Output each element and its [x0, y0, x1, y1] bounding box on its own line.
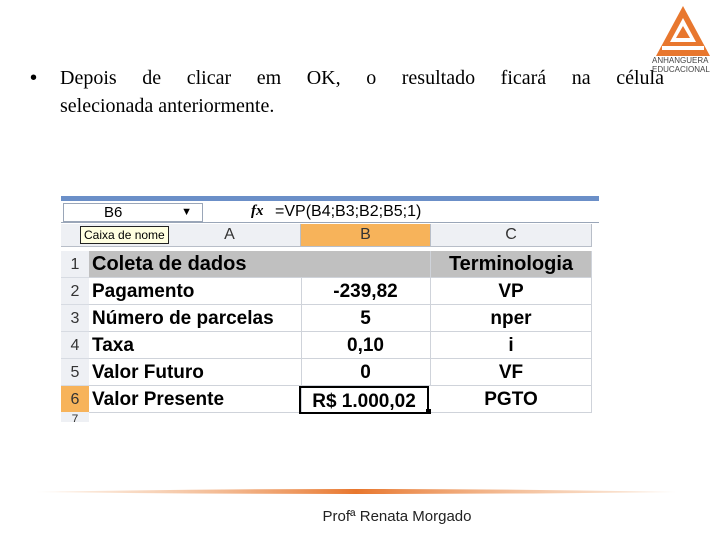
- row-number[interactable]: 7: [61, 412, 89, 422]
- cell-c2[interactable]: VP: [431, 278, 592, 305]
- table-row: [61, 386, 599, 413]
- bullet-word: OK,: [306, 67, 341, 89]
- cell-a1[interactable]: Coleta de dados: [89, 251, 302, 278]
- table-row: [61, 332, 599, 359]
- logo-text-line-1: ANHANGUERA: [652, 56, 709, 65]
- cell-a5[interactable]: Valor Futuro: [89, 359, 302, 386]
- column-header-label: A: [224, 226, 235, 243]
- bullet-word: célula: [616, 67, 664, 89]
- table-row: [61, 359, 599, 386]
- bullet-word: resultado: [401, 67, 476, 89]
- row-number[interactable]: 2: [61, 278, 89, 305]
- footer-author: Profª Renata Morgado: [322, 508, 472, 525]
- cell-c3[interactable]: nper: [431, 305, 592, 332]
- name-box[interactable]: [63, 203, 203, 222]
- table-row: [61, 278, 599, 305]
- cell-b1[interactable]: [301, 251, 431, 278]
- function-icon[interactable]: fx: [251, 203, 264, 219]
- formula-input[interactable]: =VP(B4;B3;B2;B5;1): [275, 203, 422, 220]
- logo-text-line-2: EDUCACIONAL: [652, 65, 710, 74]
- row-number[interactable]: 6: [61, 386, 89, 413]
- cell-b5[interactable]: 0: [301, 359, 431, 386]
- bullet-marker: •: [30, 67, 38, 89]
- excel-screenshot: [61, 196, 599, 422]
- cell-b3[interactable]: 5: [301, 305, 431, 332]
- name-box-value: B6: [104, 204, 123, 221]
- cell-b6-selected[interactable]: R$ 1.000,02: [299, 386, 429, 414]
- bullet-word: o: [366, 67, 377, 89]
- row-number[interactable]: 1: [61, 251, 89, 278]
- cell-a6[interactable]: Valor Presente: [89, 386, 302, 413]
- bullet-word: de: [142, 67, 162, 89]
- cell-c1[interactable]: Terminologia: [431, 251, 592, 278]
- cell-c5[interactable]: VF: [431, 359, 592, 386]
- bullet-word: ficará: [500, 67, 547, 89]
- cell-a3[interactable]: Número de parcelas: [89, 305, 302, 332]
- column-header-b[interactable]: B: [301, 224, 431, 247]
- cell-a4[interactable]: Taxa: [89, 332, 302, 359]
- row-number[interactable]: 5: [61, 359, 89, 386]
- cell-a2[interactable]: Pagamento: [89, 278, 302, 305]
- row-number[interactable]: 3: [61, 305, 89, 332]
- name-box-tooltip: Caixa de nome: [80, 226, 169, 244]
- bullet-line-1: [34, 64, 664, 92]
- logo-text: [652, 56, 720, 74]
- bullet-word: Depois: [60, 67, 117, 89]
- cell-b2[interactable]: -239,82: [301, 278, 431, 305]
- footer-swoosh: [36, 487, 676, 495]
- bullet-line-2: selecionada anteriormente.: [60, 95, 275, 117]
- formula-bar: [61, 201, 599, 223]
- bullet-word: clicar: [186, 67, 232, 89]
- fill-handle[interactable]: [426, 409, 431, 414]
- cell-c4[interactable]: i: [431, 332, 592, 359]
- bullet-word: na: [571, 67, 591, 89]
- chevron-down-icon[interactable]: ▼: [181, 206, 192, 218]
- bullet-paragraph: [30, 64, 664, 120]
- column-header-c[interactable]: C: [431, 224, 592, 247]
- bullet-word: em: [256, 67, 282, 89]
- cell-b4[interactable]: 0,10: [301, 332, 431, 359]
- cell-c6[interactable]: PGTO: [431, 386, 592, 413]
- row-number[interactable]: 4: [61, 332, 89, 359]
- table-row: [61, 251, 599, 278]
- table-row: [61, 305, 599, 332]
